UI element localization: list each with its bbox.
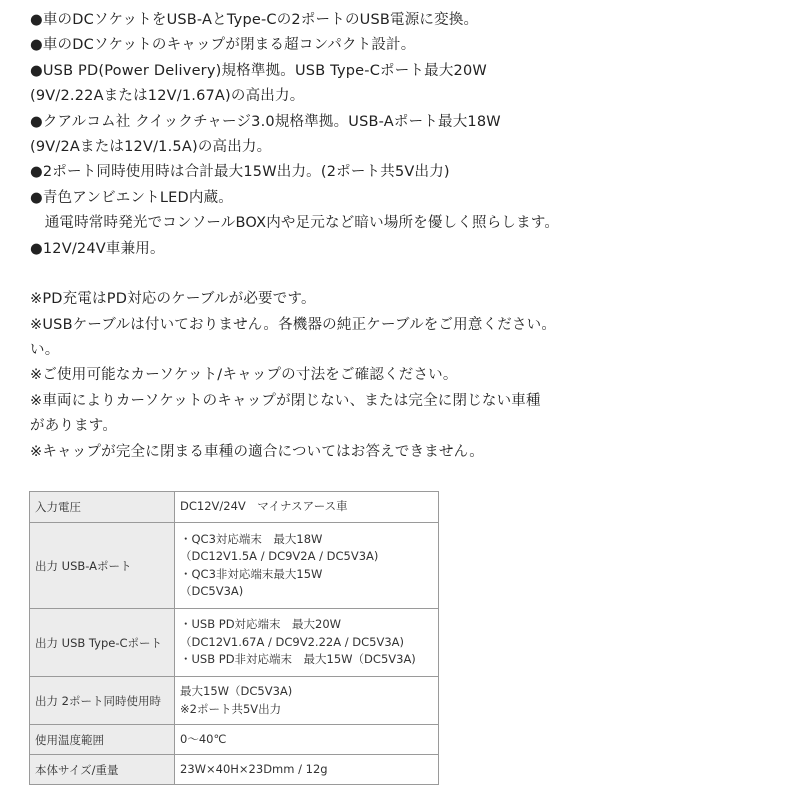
spec-row-dual-output bbox=[30, 677, 439, 725]
spec-label: 本体サイズ/重量 bbox=[30, 755, 175, 785]
spec-value bbox=[175, 609, 439, 677]
feature-line: ●車のDCソケットのキャップが閉まる超コンパクト設計。 bbox=[30, 37, 416, 54]
spec-label: 使用温度範囲 bbox=[30, 725, 175, 755]
spec-value-line: DC12V/24V マイナスアース車 bbox=[180, 499, 348, 514]
spec-row-usb-a bbox=[30, 523, 439, 609]
spec-value bbox=[175, 523, 439, 609]
feature-line: (9V/2Aまたは12V/1.5A)の高出力。 bbox=[30, 138, 272, 155]
spec-value bbox=[175, 677, 439, 725]
note-line: ※USBケーブルは付いておりません。各機器の純正ケーブルをご用意ください。 bbox=[30, 316, 557, 333]
feature-line: ●2ポート同時使用時は合計最大15W出力。(2ポート共5V出力) bbox=[30, 164, 450, 181]
spec-row-size-weight bbox=[30, 755, 439, 785]
spec-value-line: （DC12V1.67A / DC9V2.22A / DC5V3A) bbox=[180, 634, 405, 649]
spec-value bbox=[175, 492, 439, 523]
feature-line: (9V/2.22Aまたは12V/1.67A)の高出力。 bbox=[30, 88, 305, 105]
spec-value-line: 0〜40℃ bbox=[180, 731, 227, 746]
feature-line: ●クアルコム社 クイックチャージ3.0規格準拠。USB-Aポート最大18W bbox=[30, 113, 501, 130]
note-line: があります。 bbox=[30, 418, 118, 435]
spec-value-line: ・USB PD対応端末 最大20W bbox=[180, 617, 342, 632]
note-line: ※車両によりカーソケットのキャップが閉じない、または完全に閉じない車種 bbox=[30, 392, 541, 409]
spec-label: 入力電圧 bbox=[30, 492, 175, 523]
note-line: ※ご使用可能なカーソケット/キャップの寸法をご確認ください。 bbox=[30, 367, 458, 384]
spec-value-line: ・QC3非対応端末最大15W bbox=[180, 566, 323, 581]
spec-value bbox=[175, 755, 439, 785]
note-line: ※キャップが完全に閉まる車種の適合についてはお答えできません。 bbox=[30, 443, 484, 460]
spec-label: 出力 USB Type-Cポート bbox=[30, 609, 175, 677]
spec-row-temperature bbox=[30, 725, 439, 755]
spec-value-line: ・QC3対応端末 最大18W bbox=[180, 531, 323, 546]
spec-table bbox=[29, 491, 439, 785]
spec-value-line: ※2ポート共5V出力 bbox=[180, 701, 282, 716]
spec-value-line: ・USB PD非対応端末 最大15W（DC5V3A) bbox=[180, 652, 416, 667]
product-description bbox=[30, 8, 570, 465]
spec-value-line: 最大15W（DC5V3A) bbox=[180, 684, 293, 698]
spec-row-usb-c bbox=[30, 609, 439, 677]
spec-value-line: （DC5V3A) bbox=[180, 584, 244, 598]
spec-row-input-voltage bbox=[30, 492, 439, 523]
feature-line: ●12V/24V車兼用。 bbox=[30, 240, 165, 257]
spec-value bbox=[175, 725, 439, 755]
spec-label: 出力 USB-Aポート bbox=[30, 523, 175, 609]
feature-line: ●青色アンビエントLED内蔵。 bbox=[30, 189, 233, 206]
feature-line: 通電時常時発光でコンソールBOX内や足元など暗い場所を優しく照らします。 bbox=[30, 215, 560, 232]
note-line: ※PD充電はPD対応のケーブルが必要です。 bbox=[30, 291, 316, 308]
spec-label: 出力 2ポート同時使用時 bbox=[30, 677, 175, 725]
spec-value-line: 23W×40H×23Dmm / 12g bbox=[180, 761, 328, 776]
feature-line: ●車のDCソケットをUSB-AとType-Cの2ポートのUSB電源に変換。 bbox=[30, 12, 479, 28]
spec-value-line: （DC12V1.5A / DC9V2A / DC5V3A) bbox=[180, 549, 379, 563]
feature-line: ●USB PD(Power Delivery)規格準拠。USB Type-Cポート最大20W bbox=[30, 62, 487, 79]
note-line: い。 bbox=[30, 342, 60, 359]
spacer bbox=[30, 262, 570, 287]
